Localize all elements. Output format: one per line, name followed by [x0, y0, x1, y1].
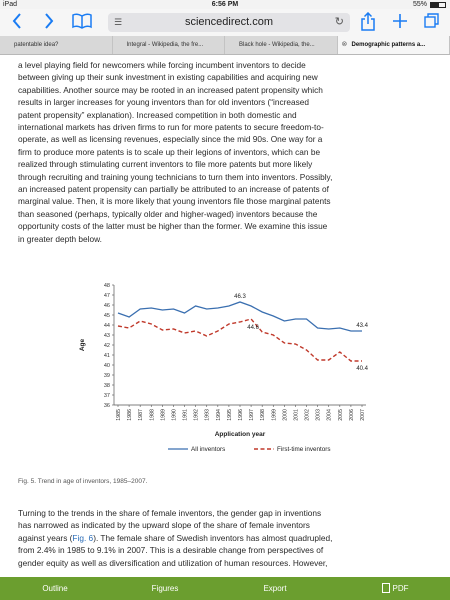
close-icon[interactable]: ⊗	[341, 41, 348, 48]
x-tick-label: 1999	[271, 409, 278, 421]
text-line: has narrowed as indicated by the upward slope of the share of female inventors	[18, 520, 310, 531]
series-line-all-inventors	[118, 302, 362, 331]
bookmarks-button[interactable]	[70, 12, 94, 32]
battery-icon	[430, 2, 446, 8]
plus-icon	[392, 12, 408, 30]
paragraph-female-inventors	[18, 507, 432, 569]
text-line: opportunity costs of the latter must be higher than the former. We examine this issue	[18, 221, 328, 232]
text-line: a level playing field for newcomers while forcing incumbent inventors to decide	[18, 60, 306, 70]
x-tick-label: 1991	[182, 409, 189, 421]
text-line: gender equity as well as diversification and utilization of human resources. However,	[18, 557, 328, 568]
tab-patentable-idea[interactable]	[0, 36, 113, 54]
y-tick-label: 43	[103, 333, 110, 339]
reader-menu-icon[interactable]: ☰	[114, 17, 123, 27]
text-line: an increased patent propensity can partially be attributed to an increase of patents of	[18, 184, 329, 195]
battery-percent: 55%	[412, 1, 427, 8]
tab-black-hole-wikipedia[interactable]	[225, 36, 338, 54]
text-line: than seasoned (perhaps, typically older and higher-waged) inventors because the	[18, 208, 318, 219]
x-axis-label: Application year	[214, 431, 266, 438]
legend-label-all-inventors: All inventors	[191, 446, 226, 453]
figure-caption: Fig. 5. Trend in age of inventors, 1985–2007.	[18, 478, 148, 485]
x-tick-label: 2001	[293, 409, 300, 421]
data-label: 46.3	[234, 294, 246, 300]
figure-6-link[interactable]: Fig. 6	[72, 532, 94, 543]
figure-age-trend[interactable]	[70, 281, 380, 481]
x-tick-label: 1993	[204, 409, 211, 421]
data-label: 43.4	[356, 323, 368, 329]
data-label: 40.4	[356, 366, 368, 372]
y-axis-label: Age	[79, 338, 86, 352]
x-tick-label: 2000	[282, 409, 289, 421]
text-line	[18, 532, 432, 544]
data-label: 44.6	[247, 325, 259, 331]
device-label: iPad	[3, 1, 18, 8]
x-tick-label: 1994	[215, 409, 222, 421]
y-tick-label: 40	[103, 363, 110, 369]
pdf-button[interactable]	[330, 577, 450, 600]
x-tick-label: 1986	[127, 409, 134, 421]
tab-label: patentable idea?	[14, 42, 59, 48]
tabs-icon	[423, 12, 441, 30]
text-line: between giving up their sunk investment in existing capabilities and acquiring new	[18, 72, 318, 83]
legend-label-first-time-inventors: First-time inventors	[277, 446, 331, 453]
y-tick-label: 36	[103, 403, 110, 409]
y-tick-label: 47	[103, 293, 110, 299]
x-tick-label: 2002	[304, 409, 311, 421]
y-tick-label: 44	[103, 323, 110, 329]
x-tick-label: 1985	[116, 409, 122, 421]
text-line: operate, as well as licensing revenues, especially since the mid 90s. One way for a	[18, 134, 323, 145]
status-bar	[0, 0, 450, 9]
text-fragment: ). The female share of Swedish inventors has almost quadrupled,	[93, 532, 333, 543]
text-line: in greater depth below.	[18, 233, 102, 244]
x-tick-label: 1989	[160, 409, 167, 421]
x-tick-label: 1996	[238, 409, 244, 421]
reload-icon[interactable]: ↻	[334, 16, 344, 28]
text-line: patent propensity” explanation). Increased competition in both domestic and	[18, 109, 297, 120]
text-line: through recruiting and training young technicians to turn them into inventors. Possibly,	[18, 171, 333, 182]
text-line: realized through stimulating current inventors to file more patents but more likely	[18, 159, 313, 170]
x-tick-label: 1990	[171, 409, 178, 421]
tabs-overview-button[interactable]	[421, 12, 443, 32]
x-tick-label: 2006	[348, 409, 355, 421]
paragraph-increased-patent-propensity	[18, 59, 432, 245]
y-tick-label: 45	[103, 313, 110, 319]
chevron-left-icon	[11, 12, 23, 30]
x-tick-label: 1988	[149, 409, 156, 421]
y-tick-label: 37	[103, 393, 110, 399]
line-chart	[70, 281, 380, 481]
y-tick-label: 38	[103, 383, 110, 389]
share-button[interactable]	[357, 12, 379, 32]
article-content	[0, 55, 450, 577]
battery-fill	[431, 3, 439, 7]
pdf-label: PDF	[392, 584, 409, 593]
y-tick-label: 46	[103, 303, 110, 309]
text-line: marginal value. Then, it is more likely that young inventors file those marginal patents	[18, 196, 331, 207]
tab-label: Demographic patterns a...	[351, 42, 426, 48]
x-tick-label: 1997	[249, 409, 256, 421]
tab-strip	[0, 36, 450, 55]
export-button[interactable]: Export	[263, 584, 287, 593]
browser-toolbar	[0, 9, 450, 36]
x-tick-label: 1987	[138, 409, 145, 421]
clock: 6:56 PM	[211, 1, 239, 8]
y-tick-label: 39	[103, 373, 110, 379]
tab-label: Integral - Wikipedia, the fre...	[126, 42, 204, 48]
tab-demographic-patterns[interactable]	[338, 36, 450, 54]
x-tick-label: 1995	[226, 409, 233, 421]
share-icon	[360, 12, 376, 32]
text-fragment: against years (	[18, 532, 73, 543]
pdf-icon	[382, 583, 390, 593]
back-button[interactable]	[6, 12, 28, 32]
new-tab-button[interactable]	[389, 12, 411, 32]
tab-integral-wikipedia[interactable]	[113, 36, 226, 54]
forward-button[interactable]	[38, 12, 60, 32]
text-line: firm to produce more patents is to scale up their legions of inventors, which can be	[18, 146, 321, 157]
x-tick-label: 2003	[315, 409, 322, 421]
x-tick-label: 1992	[193, 409, 200, 421]
y-tick-label: 41	[103, 353, 110, 359]
book-icon	[71, 12, 93, 30]
y-tick-label: 42	[103, 343, 110, 349]
chevron-right-icon	[43, 12, 55, 30]
text-line: capabilities. Another source may be rooted in an increased patent propensity which	[18, 84, 323, 95]
text-line: from 2.4% in 1985 to 9.1% in 2007. This is a desirable change from perspectives of	[18, 545, 324, 556]
text-line: Turning to the trends in the share of female inventors, the gender gap in inventions	[18, 508, 322, 518]
x-tick-label: 1998	[260, 409, 267, 421]
tab-label: Black hole - Wikipedia, the...	[239, 42, 315, 48]
series-line-first-time-inventors	[118, 319, 362, 361]
outline-button[interactable]: Outline	[42, 584, 68, 593]
x-tick-label: 2007	[360, 409, 366, 421]
y-tick-label: 48	[103, 283, 110, 289]
text-line: results in larger increases for young inventors than for old inventors (“increased	[18, 97, 309, 108]
x-tick-label: 2004	[326, 409, 333, 421]
address-bar[interactable]	[108, 13, 350, 32]
figures-button[interactable]: Figures	[151, 584, 179, 593]
battery-status	[413, 0, 446, 9]
article-toolbar	[0, 577, 450, 600]
url-text: sciencedirect.com	[184, 16, 274, 28]
text-line: international markets has driven firms to run for more patents to secure freedom-to-	[18, 122, 324, 133]
x-tick-label: 2005	[337, 409, 344, 421]
